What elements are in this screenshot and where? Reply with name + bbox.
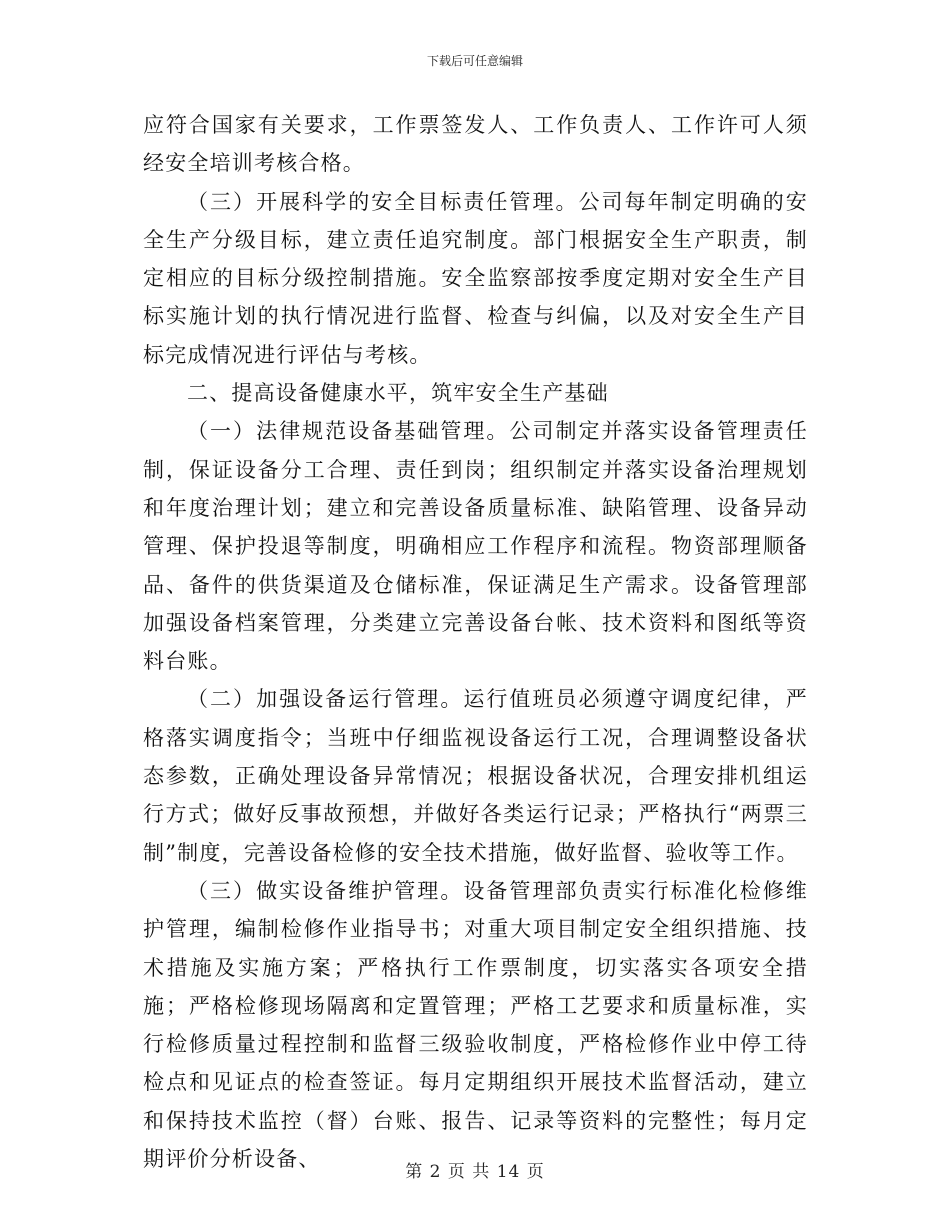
paragraph-continuation: 应符合国家有关要求，工作票签发人、工作负责人、工作许可人须经安全培训考核合格。 bbox=[143, 113, 808, 176]
paragraph-equipment-maintenance: （三）做实设备维护管理。设备管理部负责实行标准化检修维护管理，编制检修作业指导书；对重大项目制定安全组织措施、技术措施及实施方案；严格执行工作票制度，切实落实各项安全措施；严格检修现场隔离和定置管理；严格工艺要求和质量标准，实行检修质量过程控制和监督三级验收制度，严格检修作业中停工待检点和见证点的检查签证。每月定期组织开展技术监督活动，建立和保持技术监控（督）台账、报告、记录等资料的完整性；每月定期评价分析设备、 bbox=[143, 878, 808, 1172]
paragraph-equipment-basic: （一）法律规范设备基础管理。公司制定并落实设备管理责任制，保证设备分工合理、责任到岗；组织制定并落实设备治理规划和年度治理计划；建立和完善设备质量标准、缺陷管理、设备异动管理、保护投退等制度，明确相应工作程序和流程。物资部理顺备品、备件的供货渠道及仓储标准，保证满足生产需求。设备管理部加强设备档案管理，分类建立完善设备台帐、技术资料和图纸等资料台账。 bbox=[143, 419, 808, 674]
paragraph-safety-target: （三）开展科学的安全目标责任管理。公司每年制定明确的安全生产分级目标，建立责任追究制度。部门根据安全生产职责，制定相应的目标分级控制措施。安全监察部按季度定期对安全生产目标实施计划的执行情况进行监督、检查与纠偏，以及对安全生产目标完成情况进行评估与考核。 bbox=[143, 189, 808, 367]
section-heading-equipment: 二、提高设备健康水平，筑牢安全生产基础 bbox=[187, 381, 609, 406]
document-body bbox=[143, 106, 808, 1178]
paragraph-equipment-operation: （二）加强设备运行管理。运行值班员必须遵守调度纪律，严格落实调度指令；当班中仔细监视设备运行工况，合理调整设备状态参数，正确处理设备异常情况；根据设备状况，合理安排机组运行方式；做好反事故预想，并做好各类运行记录；严格执行“两票三制”制度，完善设备检修的安全技术措施，做好监督、验收等工作。 bbox=[143, 687, 808, 865]
page-header: 下载后可任意编辑 bbox=[426, 54, 523, 68]
page-number-footer: 第 2 页 共 14 页 bbox=[405, 1162, 545, 1182]
